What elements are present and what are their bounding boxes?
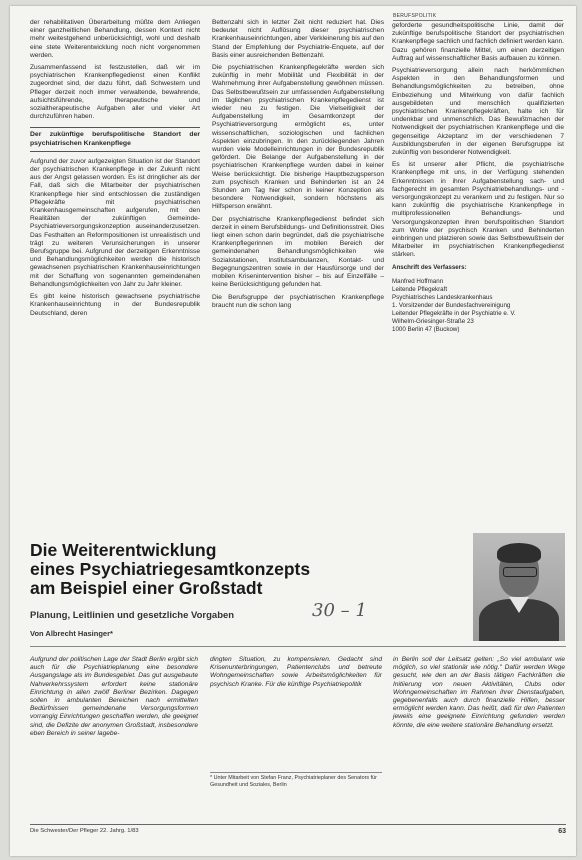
journal-page — [10, 6, 576, 856]
author-line: 1. Vorsitzender der Bundesfachvereinigung — [392, 301, 511, 309]
paragraph: Die psychiatrischen Krankenpflegekräfte werden sich zukünftig in mehr Mobilität und Flexibilität in der Wahrnehmung ihrer Aufgabenstellung gewöhnen müssen. Das Selbstbewußtsein zur umfassenden Aufgabenstellung im täglichen psychiatrischen Krankenpflegedienst ist wieder neu zu festigen. Die Vielseitigkeit der Aufgabenstellung im Gesamtkonzept der Psychiatrieversorgung ermöglicht es, unter wissenschaftlichen, soziologischen und fachlichen Aspekten einzubringen. In den zurückliegenden Jahren wurden viele Modelleinrichtungen in der Bundesrepublik gefördert. Die Belange der Aufgabenstellung in der psychiatrischen Krankenpflege wurden dabei in keiner Weise berücksichtigt. Die bisherige Hauptbezugsperson zum psychisch Kranken und Behinderten ist an 24 Stunden am Tag hier schon in keiner Konzeption als besondere Notwendigkeit, sondern höchstens als Hilfsperson erwähnt. — [212, 64, 384, 211]
divider — [30, 646, 566, 647]
article-column-1: Aufgrund der politischen Lage der Stadt Berlin ergibt sich auch für die Psychiatrieplanung eine besondere Ausgangslage als im Bundesgebiet. Das gut ausgebaute Nahverkehrssystem erfordert keine stationäre Einrichtung in allen zwölf Berliner Bezirken. Dagegen sollen in ambulanten Bereichen nach ermittelten Bedürfnissen gemeindenahe Versorgungsformen vorrangig Einrichtungen geschaffen werden, die geeignet sind, die Defizite der anonymen Großstadt, insbesondere eben Bereich in seiner lagebe- — [30, 656, 198, 737]
author-line: Leitende Pflegekraft — [392, 285, 448, 293]
article-subtitle: Planung, Leitlinien und gesetzliche Vorgaben — [30, 610, 235, 621]
paragraph: Der psychiatrische Krankenpflegedienst befindet sich derzeit in einem Berufsbildungs- und Definitionsstreit. Dies liegt einen schon darin begründet, daß die psychiatrische Krankenpflegerinnen im mobilen Bereich der gemeindenahen Behandlungsmöglichkeiten wie Sozialstationen, Institutsambulanzen, Kontakt- und Begegnungszentren sowie in der Hausfürsorge und der mobilen Krisenintervention bisher – bis auf Einzelfälle – keine Berücksichtigung gefunden hat. — [212, 215, 384, 289]
author-address — [392, 264, 564, 334]
author-line: Psychiatrisches Landeskrankenhaus — [392, 293, 493, 301]
author-line: Wilhelm-Griesinger-Straße 23 — [392, 317, 474, 325]
text-column-3 — [392, 22, 564, 484]
text-column-2 — [212, 19, 384, 481]
article-title — [30, 541, 340, 598]
paragraph: Psychiatrieversorgung allein nach herkömmlichen Aspekten in den Behandlungsformen und Behandlungsmöglichkeiten zu betreiben, ohne Einbeziehung und Mitwirkung von dafür fachlich ausgebildeten und menschlich qualifizierten psychiatrischen Krankenpflegekräften, halte ich für undenkbar und unmenschlich. Das Bewußtmachen der Notwendigkeit der psychiatrischen Krankenpflege und die gegenseitige Akzeptanz im der verschiedenen 7 Ausbildungsberufen in der eigenen Berufsgruppe ist zukünftig von besonderer Notwendigkeit. — [392, 67, 564, 157]
author-line: 1000 Berlin 47 (Buckow) — [392, 325, 460, 333]
author-photo — [473, 533, 565, 641]
author-address-heading: Anschrift des Verfassers: — [392, 263, 467, 271]
paragraph: Aufgrund der zuvor aufgezeigten Situation ist der Standort der psychiatrischen Krankenpflege in der Zukunft nicht aus der Angst gelassen worden. Es ist dringlicher als der Fall, daß sich die Mitarbeiter der psychiatrischen Krankenpflege hier sind entschlossen die zuständigen Pflegekräfte mit psychiatrischen Krankenhausgemeinschaften aufgerufen, mit den Realitäten der zukünftigen Gemeinde-Psychiatrieversorgungskonzeption auseinanderzusetzen. Das Festhalten an Reformpositionen ist unrealistisch und trägt zu weiteren Verunsicherungen in unserer Berufsgruppe bei. Aufgrund der derzeitigen Erkenntnisse und Behandlungsmöglichkeiten werden die historisch gewachsenen psychiatrischen Krankenhauseinrichtungen mit der Schaffung von sogenannten gemeindenahen Behandlungsmöglichkeiten von Jahr zu Jahr kleiner. — [30, 157, 200, 288]
text-column-1 — [30, 19, 200, 481]
article-column-3: in Berlin soll der Leitsatz gelten: „So viel ambulant wie möglich, so viel stationär wie nötig." Dafür werden Wege gesucht, wie den an der Basis tätigen Fachkräften die Initiierung von neuen Aktivitäten, Clubs oder Wohngemeinschaften im Rahmen ihrer Dienstaufgaben, gegebenenfalls auch durch finanzielle Hilfen, besser ermöglicht werden kann. Das heißt, daß für den Patienten jeweils eine geeignete Einrichtung gefunden werden könnte, die eine weitere stationäre Behandlung ersetzt. — [393, 656, 565, 729]
photo-glasses — [503, 567, 537, 577]
paragraph: der rehabilitativen Überarbeitung müßte dem Anliegen einer ganzheitlichen Behandlung, dessen Kontext nicht mehr weitestgehend unberücksichtigt, wohl und deshalb eine stete Weiterentwicklung noch nicht vorgenommen werden. — [30, 19, 200, 59]
paragraph: Bettenzahl sich in letzter Zeit nicht reduziert hat. Dies bedeutet nicht Auflösung dieser psychiatrischen Krankenhauseinrichtungen, aber Verkleinerung bis auf den Stand der Empfehlung der Psychiatrie-Enquete, auf der Basis einer ausreichenden Bettenzahl. — [212, 19, 384, 59]
author-line: Leitender Pflegekräfte in der Psychiatrie e. V. — [392, 309, 516, 317]
title-line: Die Weiterentwicklung — [30, 540, 217, 560]
paragraph: Es ist unserer aller Pflicht, die psychiatrische Krankenpflege mit uns, in der Verfügung stehenden Erkenntnissen in ihrer Aufgabenstellung sach- und fachgerecht im gesamten Psychiatriebehandlungs- und -versorgungskonzept zu verankern und zu festigen. Nur so kann zukünftig die psychiatrische Krankenpflege in multiprofessionellen Behandlungs- und Versorgungskonzepten ihren berufspolitischen Standort zum Wohle der psychisch Kranken und Behinderten einbringen und platzieren sowie das Selbstbewußtsein der Mitarbeiter im psychiatrischen Krankenpflegedienst stärken. — [392, 161, 564, 259]
footnote: * Unter Mitarbeit von Stefan Franz, Psychiatrieplaner des Senators für Gesundheit und Soziales, Berlin — [210, 772, 382, 788]
paragraph: Es gibt keine historisch gewachsene psychiatrische Krankenhauseinrichtung in der Bundesrepublik Deutschland, deren — [30, 293, 200, 317]
photo-hair — [497, 543, 541, 563]
paragraph: Die Berufsgruppe der psychiatrischen Krankenpflege braucht nun die schon lang — [212, 293, 384, 309]
section-heading: Der zukünftige berufspolitische Standort der psychiatrischen Krankenpflege — [30, 127, 200, 151]
handwritten-note: 30 – 1 — [312, 600, 367, 621]
footer-source: Die Schwester/Der Pfleger 22. Jahrg. 1/83 — [30, 828, 139, 834]
title-line: eines Psychiatriegesamtkonzepts — [30, 559, 311, 579]
page-number: 63 — [558, 828, 566, 835]
page-footer — [30, 824, 566, 834]
title-line: am Beispiel einer Großstadt — [30, 578, 263, 598]
paragraph: Zusammenfassend ist festzustellen, daß wir im psychiatrischen Krankenpflegedienst einen Konflikt zugeordnet sind, der dazu führt, daß Schwestern und Pfleger derzeit noch immer verwaltende, bewahrende, aufsichtsführende, therapeutische und sozialtherapeutische Aufgaben aller und vieler Art durchzuführen haben. — [30, 64, 200, 121]
running-head: BERUFSPOLITIK — [393, 13, 563, 21]
article-byline: Von Albrecht Hasinger* — [30, 629, 113, 638]
paragraph: geforderte gesundheitspolitische Linie, damit der zukünftige berufspolitische Standort der psychiatrischen Krankenpflege sachlich und fachlich definiert werden kann. Dazu gehören finanzielle Mittel, um einen derzeitigen Auftrag auf wissenschaftlicher Basis aufbauen zu können. — [392, 22, 564, 62]
article-column-2: dingten Situation, zu kompensieren. Gedacht sind Krisenunterbringungen, Patientenclubs und betreute Wohngemeinschaften sowie Arbeitsmöglichkeiten für psychisch Kranke. Für die künftige Psychiatriepolitik — [210, 656, 382, 688]
author-line: Manfred Hoffmann — [392, 277, 444, 285]
